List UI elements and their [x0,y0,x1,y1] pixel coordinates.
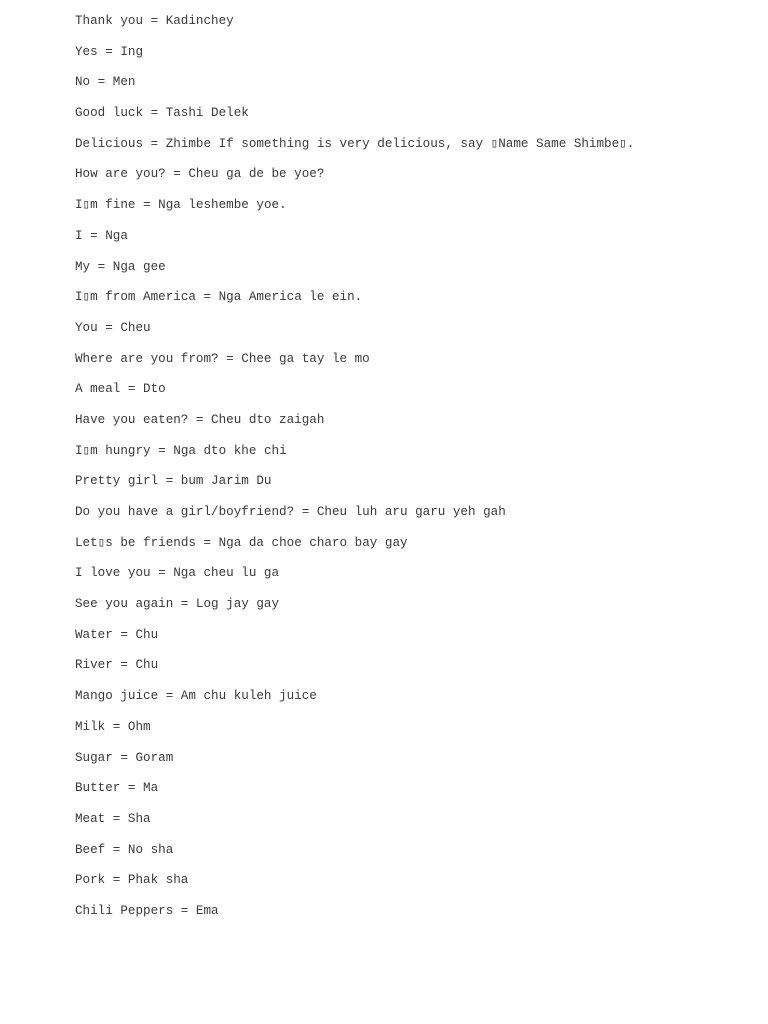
phrase-line: How are you? = Cheu ga de be yoe? [75,167,325,182]
phrase-line: Do you have a girl/boyfriend? = Cheu luh aru garu yeh gah [75,505,506,519]
phrase-line: Water = Chu [75,627,159,642]
phrase-line: Good luck = Tashi Delek [75,106,249,121]
phrase-line: See you again = Log jay gay [75,597,280,612]
phrase-line: Thank you = Kadinchey [75,14,234,28]
phrase-line: Chili Peppers = Ema [75,903,219,918]
phrase-line: I love you = Nga cheu lu ga [75,566,280,581]
phrase-line: I = Nga [75,228,128,243]
phrase-line: My = Nga gee [75,259,166,274]
phrase-line: Milk = Ohm [75,719,151,734]
phrase-line: Meat = Sha [75,811,151,826]
phrase-line: Have you eaten? = Cheu dto zaigah [75,412,325,427]
phrase-line: I▯m from America = Nga America le ein. [75,290,363,305]
phrase-line: Pork = Phak sha [75,873,189,888]
phrase-line: Let▯s be friends = Nga da choe charo bay gay [75,535,408,550]
phrase-line: Delicious = Zhimbe If something is very delicious, say ▯Name Same Shimbe▯. [75,136,635,151]
phrase-line: You = Cheu [75,320,151,335]
phrase-line: Beef = No sha [75,842,174,857]
phrase-line: A meal = Dto [75,382,166,397]
phrase-line: Yes = Ing [75,44,144,59]
phrase-line: I▯m fine = Nga leshembe yoe. [75,198,287,213]
phrase-line: Butter = Ma [75,781,159,796]
phrase-line: Where are you from? = Chee ga tay le mo [75,351,370,366]
phrase-line: River = Chu [75,658,159,673]
phrase-line: I▯m hungry = Nga dto khe chi [75,443,287,458]
phrase-line: No = Men [75,75,136,90]
phrase-line: Sugar = Goram [75,750,174,765]
phrase-list [75,12,634,933]
phrase-line: Pretty girl = bum Jarim Du [75,474,272,489]
phrase-line: Mango juice = Am chu kuleh juice [75,689,317,704]
